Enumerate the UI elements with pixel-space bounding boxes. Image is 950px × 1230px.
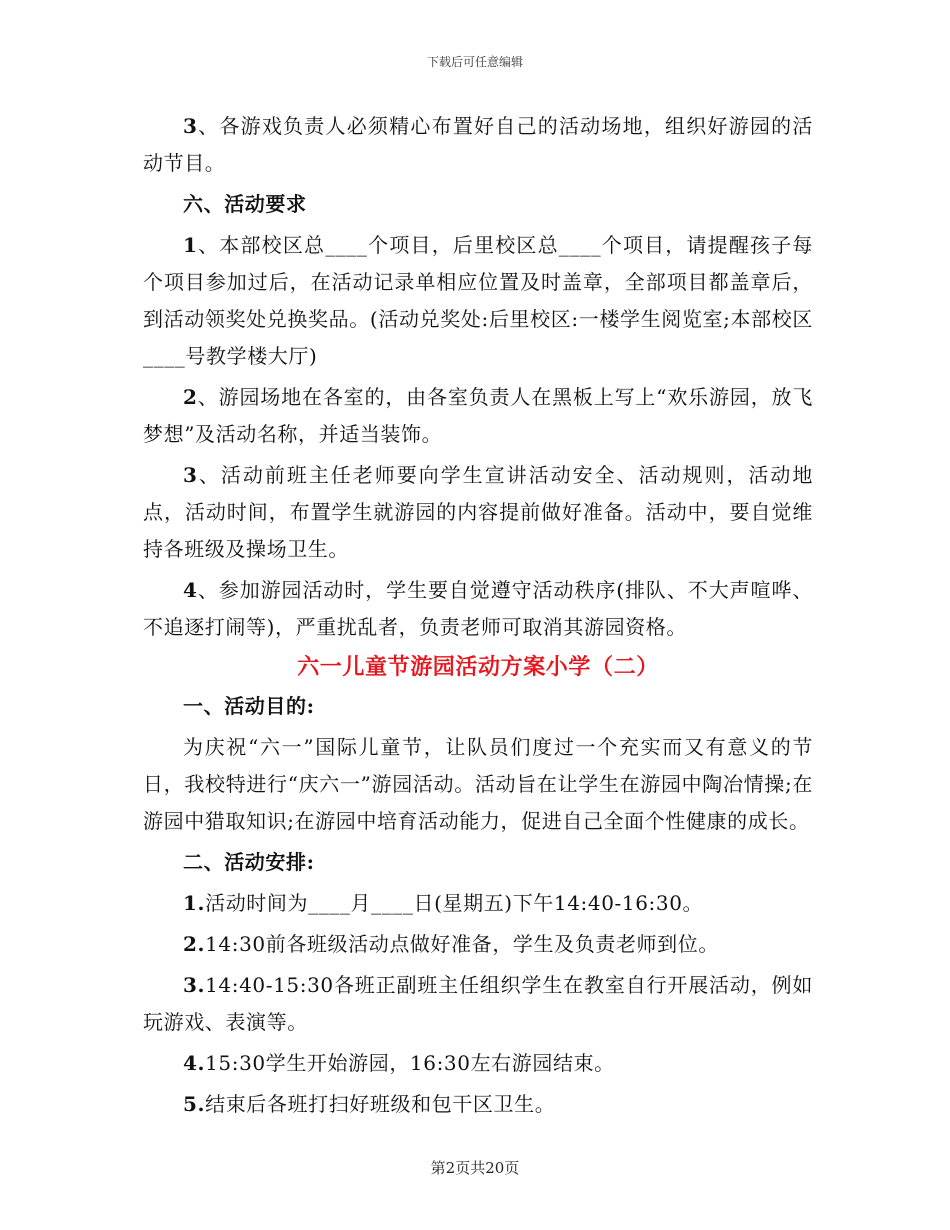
requirement-item-4 — [143, 572, 813, 646]
item-number: 3. — [183, 973, 206, 997]
item-text: 、活动前班主任老师要向学生宣讲活动安全、活动规则，活动地点，活动时间，布置学生就游园的内容提前做好准备。活动中，要自觉维持各班级及操场卫生。 — [143, 463, 813, 561]
page-number-footer: 第2页共20页 — [430, 1159, 520, 1177]
page-header: 下载后可任意编辑 — [426, 55, 523, 69]
item-number: 4. — [183, 1051, 206, 1075]
section-heading-purpose: 一、活动目的: — [183, 694, 315, 718]
item-text: 、参加游园活动时，学生要自觉遵守活动秩序(排队、不大声喧哗、不追逐打闹等)，严重扰乱者，负责老师可取消其游园资格。 — [143, 578, 813, 639]
item-number: 3 — [183, 114, 198, 138]
item-text: 、游园场地在各室的，由各室负责人在黑板上写上“欢乐游园，放飞梦想”及活动名称，并适当装饰。 — [143, 385, 813, 446]
item-text: 14:30前各班级活动点做好准备，学生及负责老师到位。 — [205, 932, 719, 956]
item-number: 2 — [183, 385, 198, 409]
item-number: 4 — [183, 578, 198, 602]
purpose-paragraph: 为庆祝“六一”国际儿童节，让队员们度过一个充实而又有意义的节日，我校特进行“庆六一”游园活动。活动旨在让学生在游园中陶冶情操;在游园中猎取知识;在游园中培育活动能力，促进自己全面个性健康的成长。 — [143, 735, 813, 833]
arrangement-item-4 — [143, 1045, 813, 1082]
item-number: 1. — [183, 891, 206, 915]
item-number: 2. — [183, 932, 206, 956]
item-text: 、本部校区总____个项目，后里校区总____个项目，请提醒孩子每个项目参加过后，在活动记录单相应位置及时盖章，全部项目都盖章后，到活动领奖处兑换奖品。(活动兑奖处:后里校区:一楼学生阅览室;本部校区____号教学楼大厅) — [143, 233, 813, 368]
requirement-item-2 — [143, 379, 813, 453]
item-text: 结束后各班打扫好班级和包干区卫生。 — [205, 1092, 556, 1116]
item-number: 3 — [183, 463, 198, 487]
item-text: 14:40-15:30各班正副班主任组织学生在教室自行开展活动，例如玩游戏、表演等。 — [143, 973, 813, 1034]
document-body — [143, 108, 813, 1123]
paragraph-item-3 — [143, 108, 813, 182]
item-number: 5. — [183, 1092, 206, 1116]
arrangement-item-5 — [143, 1086, 813, 1123]
requirement-item-1 — [143, 227, 813, 375]
section-title: 六一儿童节游园活动方案小学（二） — [297, 654, 659, 680]
arrangement-item-1 — [143, 885, 813, 922]
section-heading-requirements: 六、活动要求 — [183, 192, 307, 216]
item-text: 15:30学生开始游园，16:30左右游园结束。 — [205, 1051, 615, 1075]
arrangement-item-2 — [143, 926, 813, 963]
arrangement-item-3 — [143, 967, 813, 1041]
section-heading-arrangement: 二、活动安排: — [183, 850, 315, 874]
requirement-item-3 — [143, 457, 813, 568]
item-text: 、各游戏负责人必须精心布置好自己的活动场地，组织好游园的活动节目。 — [143, 114, 813, 175]
item-number: 1 — [183, 233, 198, 257]
item-text: 活动时间为____月____日(星期五)下午14:40-16:30。 — [205, 891, 704, 915]
